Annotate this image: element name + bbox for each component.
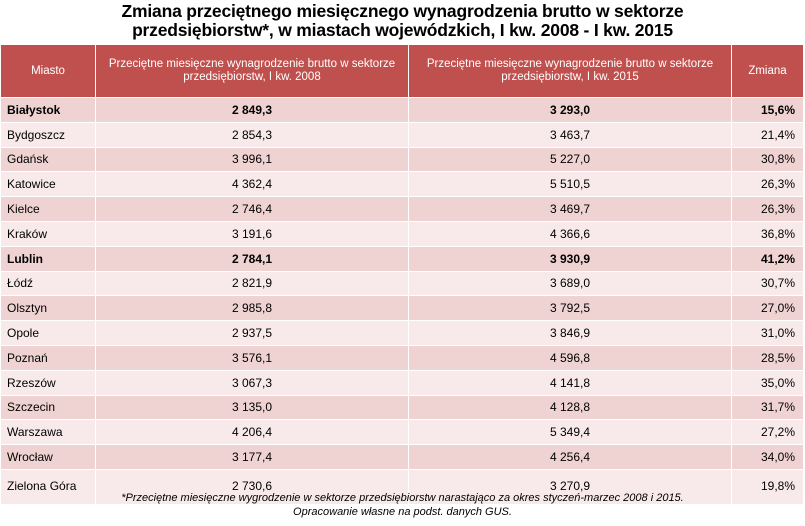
value-2015-cell: 4 128,8 bbox=[409, 395, 732, 420]
change-cell: 35,0% bbox=[732, 370, 804, 395]
value-2008-cell: 2 854,3 bbox=[96, 122, 409, 147]
value-2008-cell: 2 784,1 bbox=[96, 246, 409, 271]
value-2015-cell: 3 930,9 bbox=[409, 246, 732, 271]
table-row bbox=[1, 122, 804, 147]
footnote bbox=[0, 491, 805, 519]
value-2015-cell: 3 270,9 bbox=[409, 469, 732, 504]
value-2008-cell: 3 135,0 bbox=[96, 395, 409, 420]
change-cell: 31,0% bbox=[732, 321, 804, 346]
city-cell: Lublin bbox=[1, 246, 96, 271]
change-cell: 21,4% bbox=[732, 122, 804, 147]
city-cell: Zielona Góra bbox=[1, 469, 96, 504]
change-cell: 30,8% bbox=[732, 147, 804, 172]
city-cell: Kraków bbox=[1, 221, 96, 246]
city-cell: Poznań bbox=[1, 345, 96, 370]
city-cell: Białystok bbox=[1, 98, 96, 123]
title-line-1: Zmiana przeciętnego miesięcznego wynagrodzenia brutto w sektorze bbox=[121, 1, 684, 21]
table-row bbox=[1, 420, 804, 445]
value-2015-cell: 4 366,6 bbox=[409, 221, 732, 246]
value-2015-cell: 3 792,5 bbox=[409, 296, 732, 321]
footnote-line-2: Opracowanie własne na podst. danych GUS. bbox=[293, 506, 512, 518]
value-2008-cell: 2 746,4 bbox=[96, 197, 409, 222]
table-title bbox=[0, 2, 805, 40]
city-cell: Bydgoszcz bbox=[1, 122, 96, 147]
table-row bbox=[1, 296, 804, 321]
city-cell: Szczecin bbox=[1, 395, 96, 420]
value-2015-cell: 5 349,4 bbox=[409, 420, 732, 445]
value-2015-cell: 3 293,0 bbox=[409, 98, 732, 123]
table-body bbox=[1, 98, 804, 505]
value-2008-cell: 4 362,4 bbox=[96, 172, 409, 197]
city-cell: Opole bbox=[1, 321, 96, 346]
change-cell: 28,5% bbox=[732, 345, 804, 370]
value-2008-cell: 2 985,8 bbox=[96, 296, 409, 321]
table-row bbox=[1, 395, 804, 420]
change-cell: 30,7% bbox=[732, 271, 804, 296]
value-2015-cell: 3 463,7 bbox=[409, 122, 732, 147]
table-row bbox=[1, 271, 804, 296]
change-cell: 15,6% bbox=[732, 98, 804, 123]
table-row bbox=[1, 147, 804, 172]
value-2015-cell: 4 596,8 bbox=[409, 345, 732, 370]
table-row bbox=[1, 370, 804, 395]
value-2008-cell: 4 206,4 bbox=[96, 420, 409, 445]
change-cell: 27,0% bbox=[732, 296, 804, 321]
change-cell: 26,3% bbox=[732, 197, 804, 222]
city-cell: Warszawa bbox=[1, 420, 96, 445]
header-change: Zmiana bbox=[732, 45, 804, 98]
city-cell: Gdańsk bbox=[1, 147, 96, 172]
value-2008-cell: 3 067,3 bbox=[96, 370, 409, 395]
table-row bbox=[1, 98, 804, 123]
value-2008-cell: 3 191,6 bbox=[96, 221, 409, 246]
value-2008-cell: 3 576,1 bbox=[96, 345, 409, 370]
value-2015-cell: 4 141,8 bbox=[409, 370, 732, 395]
change-cell: 27,2% bbox=[732, 420, 804, 445]
salary-table bbox=[0, 44, 804, 505]
city-cell: Rzeszów bbox=[1, 370, 96, 395]
table-row bbox=[1, 246, 804, 271]
value-2008-cell: 3 177,4 bbox=[96, 445, 409, 470]
value-2008-cell: 2 821,9 bbox=[96, 271, 409, 296]
value-2008-cell: 2 849,3 bbox=[96, 98, 409, 123]
value-2015-cell: 3 689,0 bbox=[409, 271, 732, 296]
value-2015-cell: 4 256,4 bbox=[409, 445, 732, 470]
title-line-2: przedsiębiorstw*, w miastach wojewódzkich, I kw. 2008 - I kw. 2015 bbox=[132, 20, 673, 40]
header-city: Miasto bbox=[1, 45, 96, 98]
value-2008-cell: 3 996,1 bbox=[96, 147, 409, 172]
city-cell: Kielce bbox=[1, 197, 96, 222]
header-row bbox=[1, 45, 804, 98]
value-2015-cell: 3 846,9 bbox=[409, 321, 732, 346]
value-2015-cell: 3 469,7 bbox=[409, 197, 732, 222]
change-cell: 26,3% bbox=[732, 172, 804, 197]
change-cell: 41,2% bbox=[732, 246, 804, 271]
table-row bbox=[1, 172, 804, 197]
change-cell: 36,8% bbox=[732, 221, 804, 246]
table-row bbox=[1, 321, 804, 346]
city-cell: Olsztyn bbox=[1, 296, 96, 321]
city-cell: Wrocław bbox=[1, 445, 96, 470]
city-cell: Łódź bbox=[1, 271, 96, 296]
city-cell: Katowice bbox=[1, 172, 96, 197]
table-row bbox=[1, 197, 804, 222]
header-2015: Przeciętne miesięczne wynagrodzenie brutto w sektorze przedsiębiorstw, I kw. 2015 bbox=[409, 45, 732, 98]
table-row bbox=[1, 345, 804, 370]
change-cell: 19,8% bbox=[732, 469, 804, 504]
change-cell: 31,7% bbox=[732, 395, 804, 420]
table-row bbox=[1, 221, 804, 246]
change-cell: 34,0% bbox=[732, 445, 804, 470]
value-2015-cell: 5 510,5 bbox=[409, 172, 732, 197]
header-2008: Przeciętne miesięczne wynagrodzenie brutto w sektorze przedsiębiorstw, I kw. 2008 bbox=[96, 45, 409, 98]
value-2008-cell: 2 730,6 bbox=[96, 469, 409, 504]
footnote-line-1: *Przeciętne miesięczne wygrodzenie w sektorze przedsiębiorstw narastająco za okres styczeń-marzec 2008 i 2015. bbox=[121, 492, 684, 504]
table-row bbox=[1, 445, 804, 470]
value-2015-cell: 5 227,0 bbox=[409, 147, 732, 172]
value-2008-cell: 2 937,5 bbox=[96, 321, 409, 346]
